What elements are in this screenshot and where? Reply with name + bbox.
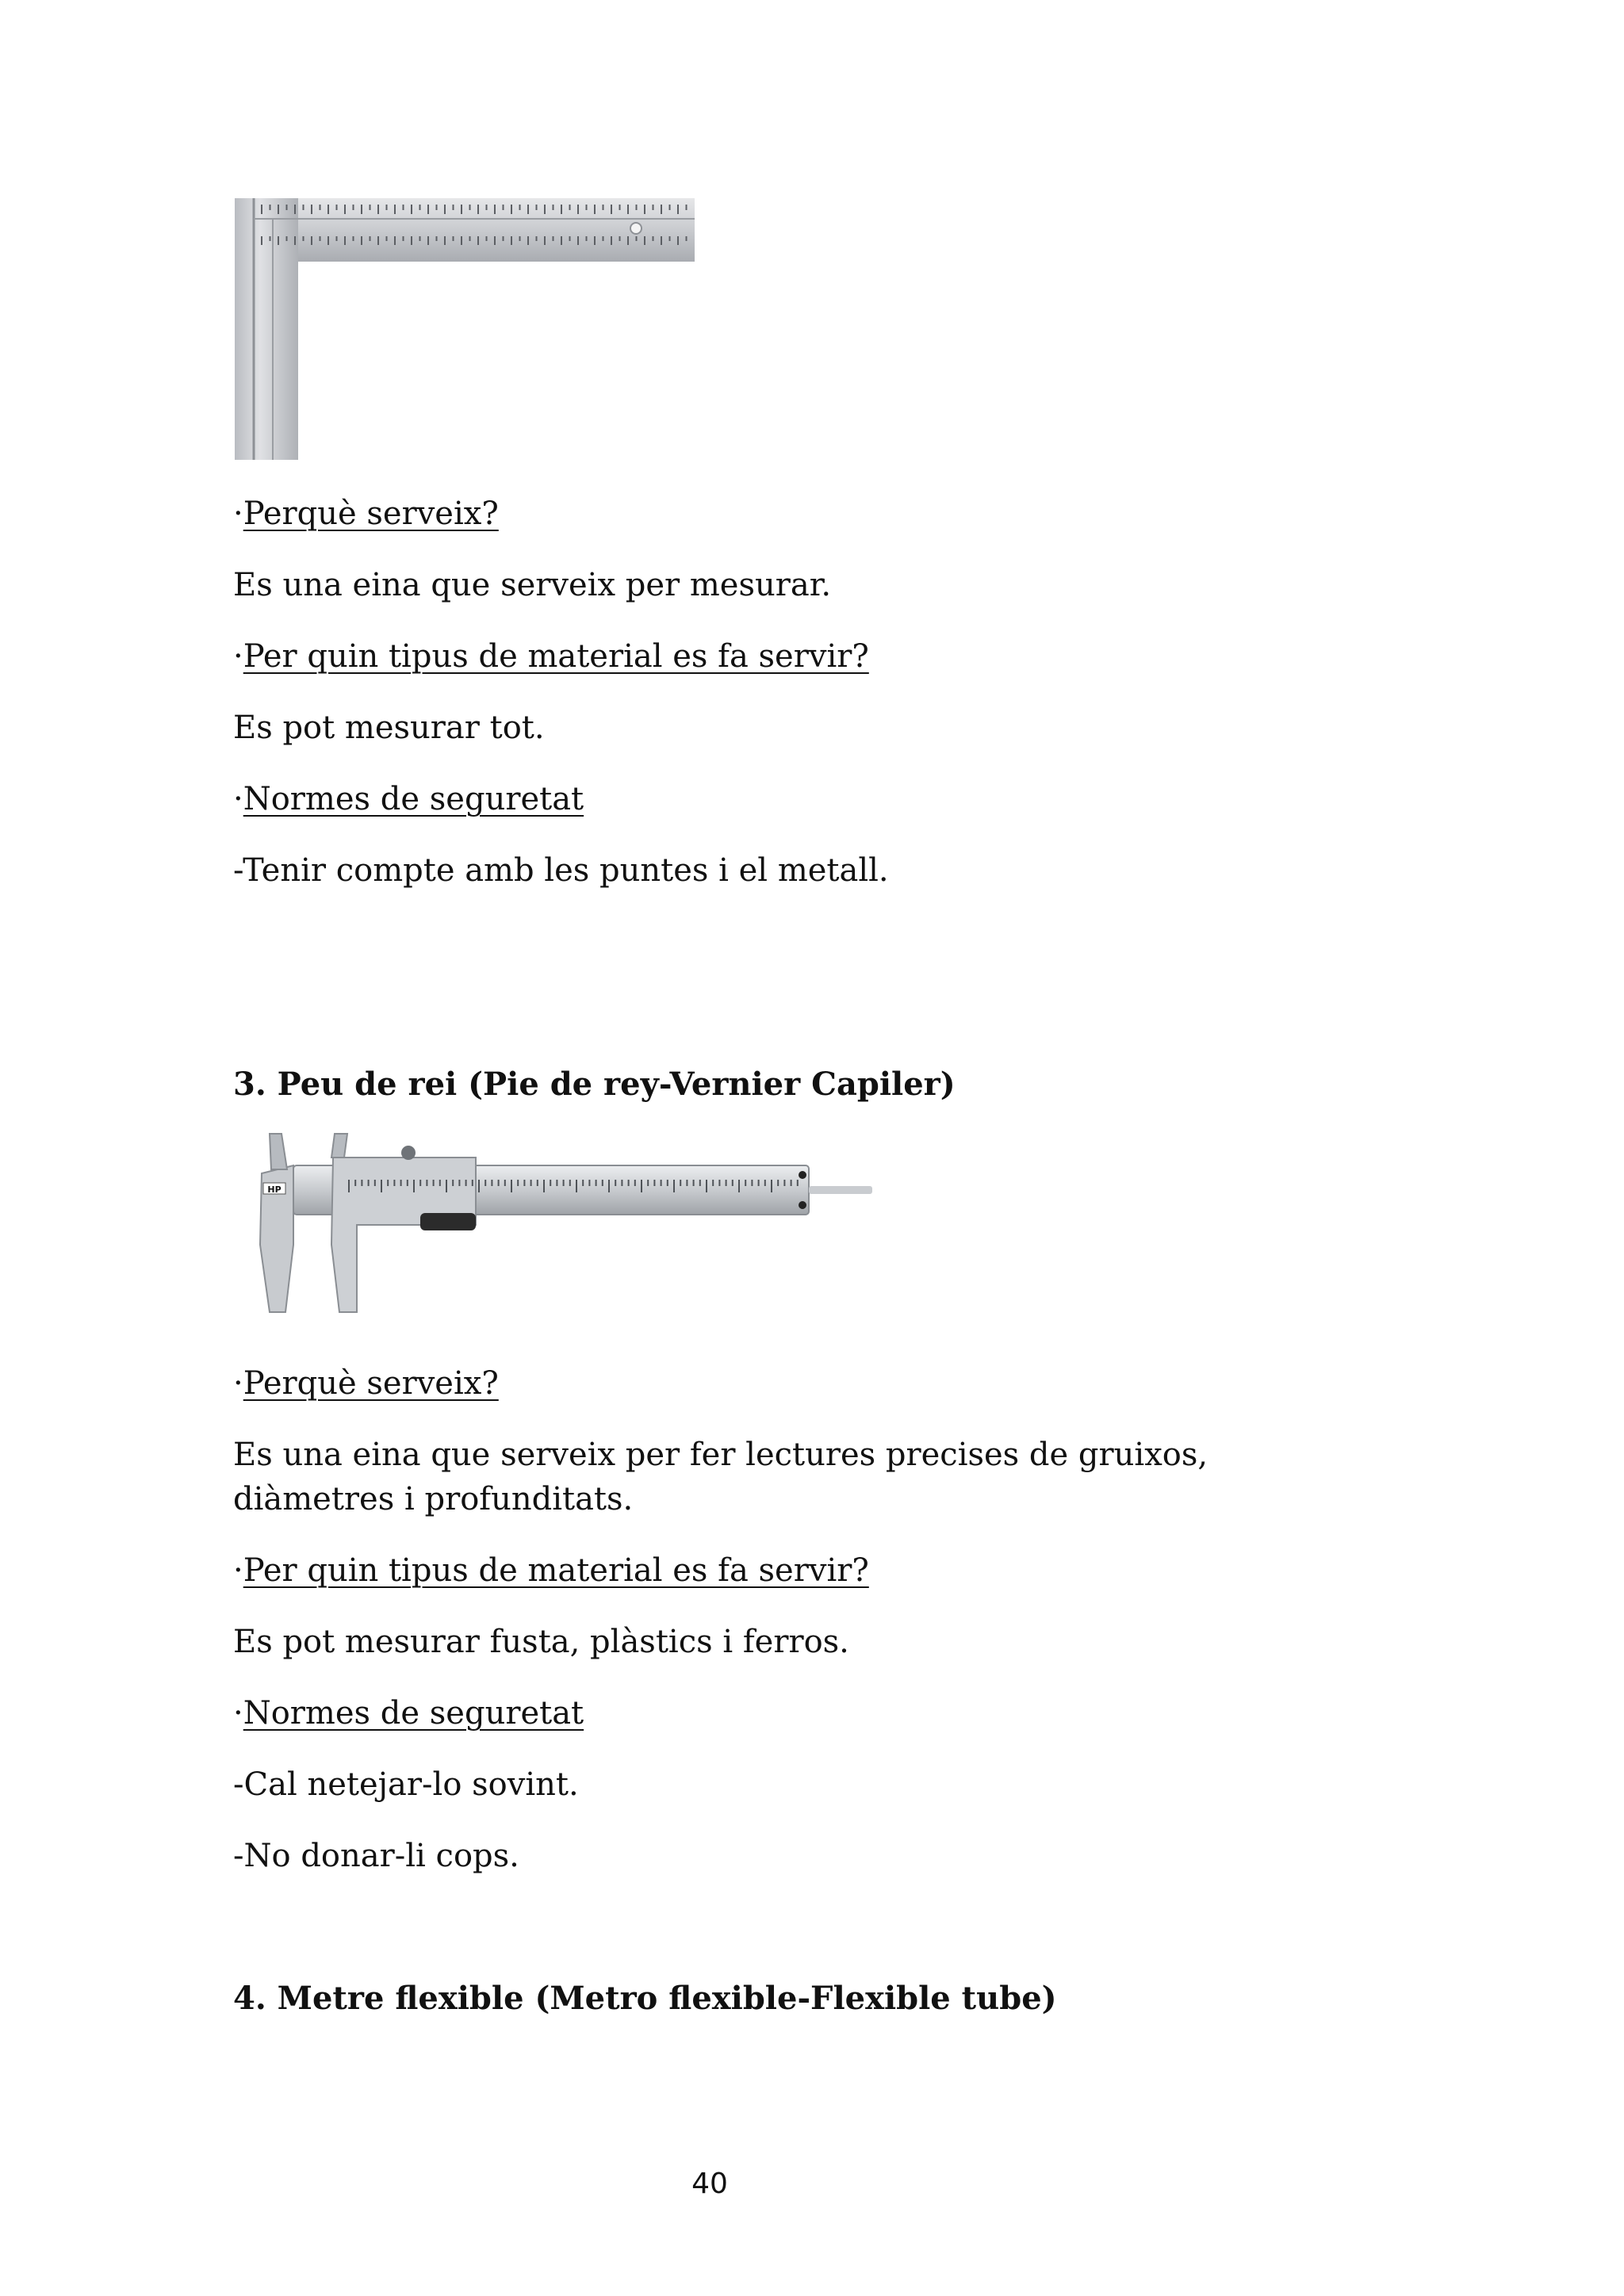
page-number: 40: [691, 2168, 728, 2200]
safety-rule: -Cal netejar-lo sovint.: [233, 1766, 579, 1803]
answer-material: Es pot mesurar tot.: [233, 710, 545, 746]
question-use-vernier: ·Perquè serveix?: [233, 1365, 499, 1402]
carpenter-square-image: [230, 190, 706, 464]
question-safety-vernier: ·Normes de seguretat: [233, 1695, 584, 1732]
section-heading-vernier: 3. Peu de rei (Pie de rey-Vernier Capiler): [233, 1066, 956, 1103]
question-safety: ·Normes de seguretat: [233, 781, 584, 817]
answer-use: Es una eina que serveix per mesurar.: [233, 567, 832, 603]
vernier-caliper-image: [238, 1126, 880, 1324]
safety-rule: -Tenir compte amb les puntes i el metall.: [233, 852, 889, 889]
caliper-brand-label: HP: [267, 1184, 282, 1195]
question-use: ·Perquè serveix?: [233, 496, 499, 532]
safety-rule: -No donar-li cops.: [233, 1838, 519, 1874]
answer-use-vernier: Es una eina que serveix per fer lectures precises de gruixos, diàmetres i profunditats.: [233, 1437, 1208, 1517]
question-material-vernier: ·Per quin tipus de material es fa servir?: [233, 1552, 869, 1589]
section-heading-flexible-tape: 4. Metre flexible (Metro flexible-Flexible tube): [233, 1980, 1057, 2017]
answer-material-vernier: Es pot mesurar fusta, plàstics i ferros.: [233, 1624, 849, 1660]
question-material: ·Per quin tipus de material es fa servir?: [233, 638, 869, 675]
